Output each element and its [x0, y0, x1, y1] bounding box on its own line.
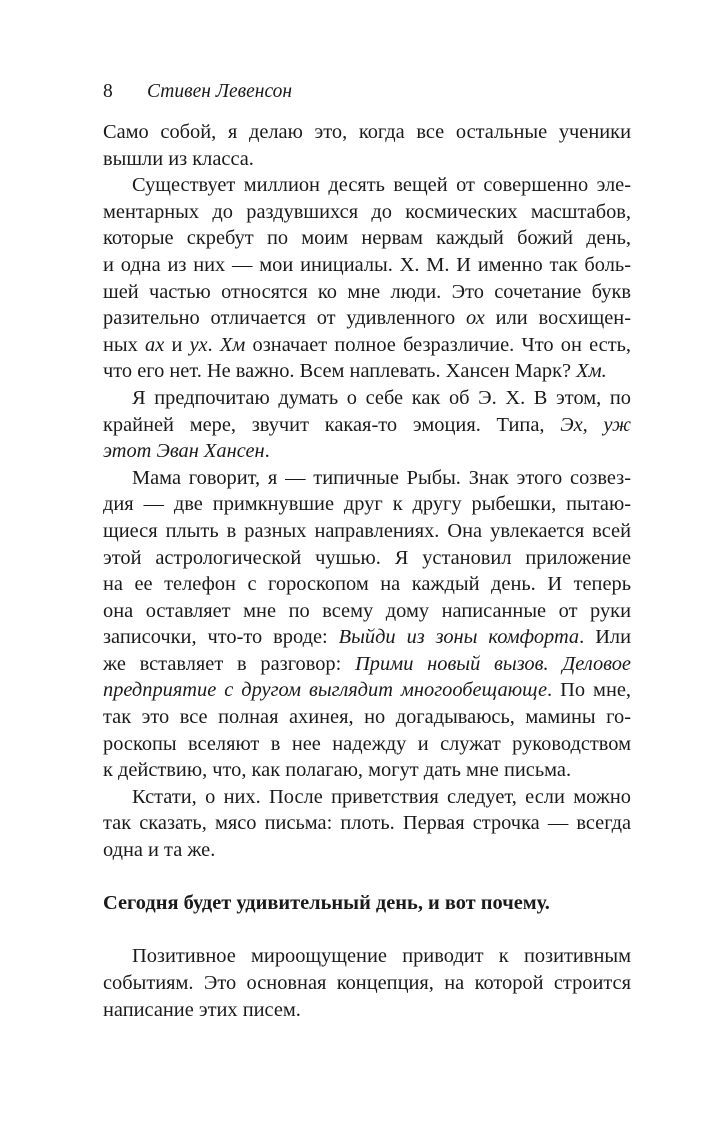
- text-line: дия — две примкнувшие друг к другу рыбешки, пытаю-: [103, 493, 631, 516]
- italic-run: ох: [466, 307, 485, 330]
- text-run: ных: [103, 333, 146, 356]
- page-body: [103, 119, 631, 1023]
- italic-run: Прими новый вызов. Деловое: [355, 652, 631, 675]
- text-line: щиеся плыть в разных направлениях. Она увлекается всей: [103, 519, 631, 542]
- text-line: [103, 624, 631, 651]
- text-line: [103, 305, 631, 332]
- text-run: записочки, что-то вроде:: [103, 626, 339, 649]
- text-line: на ее телефон с гороскопом на каждый день. И теперь: [103, 573, 631, 596]
- text-line: [103, 332, 631, 359]
- running-title: Стивен Левенсон: [147, 81, 293, 102]
- text-line: Я предпочитаю думать о себе как об Э. Х. В этом, по: [132, 386, 631, 409]
- text-line: к действию, что, как полагаю, могут дать мне письма.: [103, 759, 572, 782]
- text-run: .: [207, 333, 220, 356]
- text-line: Существует миллион десять вещей от совершенно эле-: [132, 174, 631, 197]
- paragraph-gap: [103, 917, 631, 944]
- text-line: Само собой, я делаю это, когда все остальные ученики: [103, 121, 631, 143]
- text-run: .: [264, 440, 270, 463]
- text-run: разительно отличается от удивленного: [103, 307, 467, 330]
- text-line: Кстати, о них. После приветствия следует, если можно: [132, 785, 631, 808]
- italic-run: Хм: [219, 333, 246, 356]
- page-number: 8: [103, 81, 113, 102]
- text-run: . По мне,: [547, 679, 632, 702]
- text-line: одна и та же.: [103, 839, 216, 862]
- paragraph-gap: [103, 864, 631, 891]
- text-line: этой астрологической чушью. Я установил приложение: [103, 546, 631, 569]
- text-run: . Или: [579, 626, 632, 649]
- italic-run: предприятие с другом выглядит многообещающе: [103, 679, 548, 702]
- text-line: [103, 677, 631, 704]
- text-line: [103, 358, 631, 385]
- text-line: шей частью относятся ко мне люди. Это сочетание букв: [103, 280, 631, 303]
- italic-run: ах: [145, 333, 165, 356]
- text-line: Позитивное мироощущение приводит к позитивным: [132, 945, 631, 968]
- italic-run: Выйди из зоны комфорта: [338, 626, 580, 649]
- text-line: Мама говорит, я — типичные Рыбы. Знак этого созвез-: [132, 466, 631, 489]
- text-line: событиям. Это основная концепция, на которой строится: [103, 972, 631, 994]
- italic-run: Хм.: [576, 360, 607, 383]
- text-run: и: [164, 333, 190, 356]
- text-line: [103, 651, 631, 678]
- italic-run: этот Эван Хансен: [103, 440, 265, 463]
- text-line: [103, 412, 631, 439]
- italic-run: ух: [189, 333, 208, 356]
- text-run: что его нет. Не важно. Всем наплевать. Хансен Марк?: [103, 360, 577, 383]
- text-line: [103, 438, 631, 465]
- text-line: роскопы вселяют в нее надежду и служат руководством: [103, 732, 631, 755]
- bold-statement: Сегодня будет удивительный день, и вот почему.: [103, 892, 550, 915]
- text-line: которые скребут по моим нервам каждый божий день,: [103, 227, 631, 250]
- text-line: так это все полная ахинея, но догадываюсь, мамины го-: [103, 706, 631, 729]
- text-line: и одна из них — мои инициалы. Х. М. И именно так боль-: [103, 253, 631, 276]
- text-run: или восхищен-: [484, 307, 631, 330]
- text-run: означает полное безразличие. Что он есть,: [245, 333, 632, 356]
- italic-run: Эх, уж: [560, 413, 631, 436]
- text-line: она оставляет мне по всему дому написанные от руки: [103, 599, 631, 622]
- text-run: же вставляет в разговор:: [103, 652, 356, 675]
- text-line: ментарных до раздувшихся до космических масштабов,: [103, 200, 631, 223]
- text-line: так сказать, мясо письма: плоть. Первая строчка — всегда: [103, 812, 631, 835]
- text-line: написание этих писем.: [103, 998, 301, 1021]
- page-header: [103, 79, 292, 105]
- text-run: крайней мере, звучит какая-то эмоция. Типа,: [103, 413, 561, 436]
- text-line: вышли из класса.: [103, 147, 254, 170]
